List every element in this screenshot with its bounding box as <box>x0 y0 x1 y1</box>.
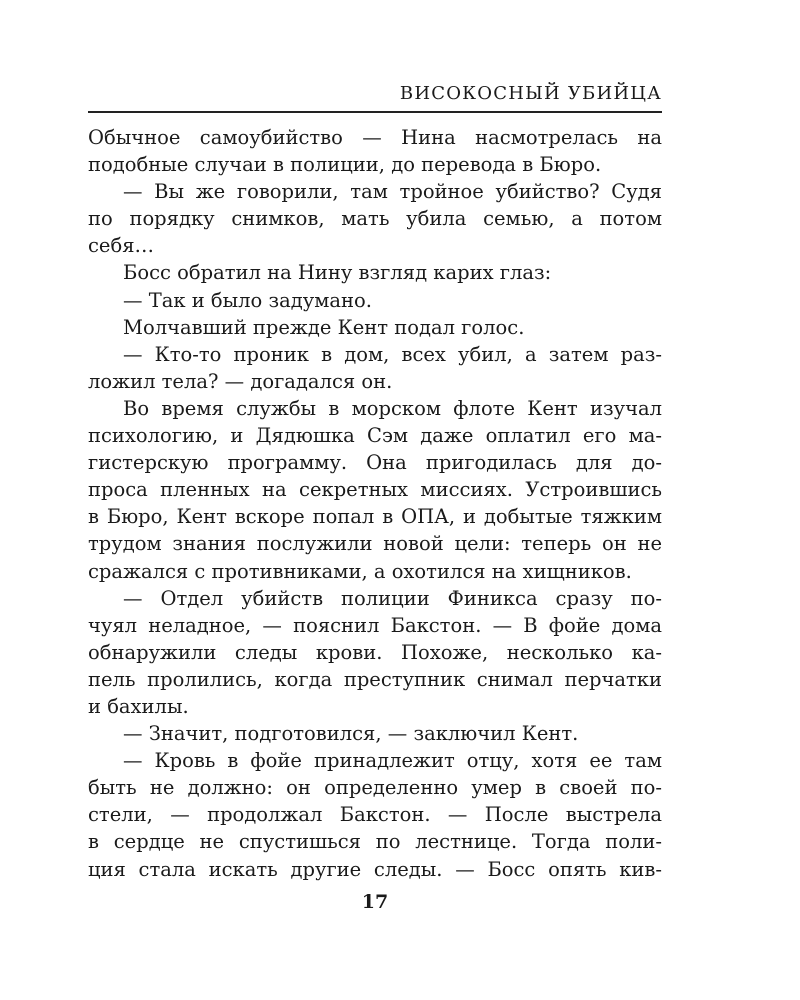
text-line: ция стала искать другие следы. — Босс опять кив- <box>88 857 662 881</box>
text-line: — Кто-то проник в дом, всех убил, а затем раз- <box>123 342 662 366</box>
text-line: — Отдел убийств полиции Финикса сразу по- <box>123 586 662 610</box>
text-line: — Так и было задумано. <box>123 288 372 312</box>
page-number: 17 <box>361 891 389 913</box>
text-line: трудом знания послужили новой цели: теперь он не <box>88 532 662 556</box>
text-line: — Вы же говорили, там тройное убийство? Судя <box>123 180 662 204</box>
text-line: — Кровь в фойе принадлежит отцу, хотя ее там <box>123 749 662 773</box>
text-line: себя… <box>88 234 155 258</box>
running-head: ВИСОКОСНЫЙ УБИЙЦА <box>399 83 662 104</box>
text-line: быть не должно: он определенно умер в своей по- <box>88 776 662 800</box>
text-line: подобные случаи в полиции, до перевода в Бюро. <box>88 153 602 177</box>
text-line: Молчавший прежде Кент подал голос. <box>123 315 525 339</box>
text-line: ложил тела? — догадался он. <box>88 369 393 393</box>
text-line: в сердце не спустишься по лестнице. Тогда поли- <box>88 830 662 854</box>
text-line: проса пленных на секретных миссиях. Устроившись <box>88 478 662 502</box>
text-line: — Значит, подготовился, — заключил Кент. <box>123 722 579 746</box>
text-line: обнаружили следы крови. Похоже, несколько ка- <box>88 640 662 664</box>
text-line: Во время службы в морском флоте Кент изучал <box>123 396 662 420</box>
text-line: пель пролились, когда преступник снимал перчатки <box>88 667 662 691</box>
header-rule <box>88 111 662 113</box>
text-line: по порядку снимков, мать убила семью, а потом <box>88 207 662 231</box>
text-line: и бахилы. <box>88 694 189 718</box>
text-line: сражался с противниками, а охотился на хищников. <box>88 559 632 583</box>
text-line: стели, — продолжал Бакстон. — После выстрела <box>88 803 662 827</box>
text-line: Босс обратил на Нину взгляд карих глаз: <box>123 261 552 285</box>
text-line: психологию, и Дядюшка Сэм даже оплатил его ма- <box>88 424 662 448</box>
text-line: в Бюро, Кент вскоре попал в ОПА, и добытые тяжким <box>88 505 662 529</box>
text-line: Обычное самоубийство — Нина насмотрелась на <box>88 126 662 149</box>
text-line: чуял неладное, — пояснил Бакстон. — В фойе дома <box>88 613 662 637</box>
text-line: гистерскую программу. Она пригодилась для до- <box>88 451 662 475</box>
body-text <box>88 124 662 883</box>
